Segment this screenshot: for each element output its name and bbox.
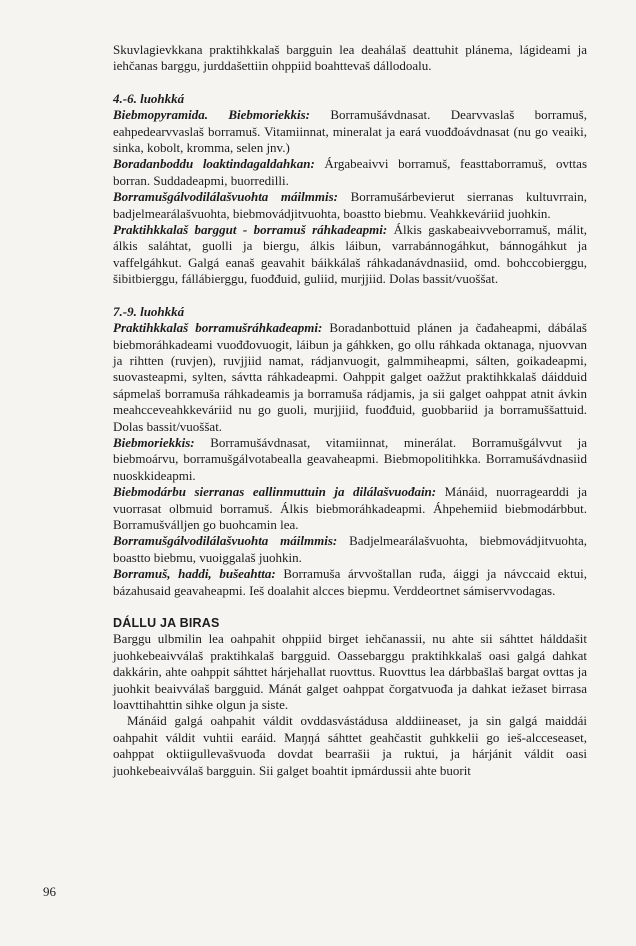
entry-term: Praktihkkalaš borramušráhkadeapmi: [113,320,323,336]
entry-paragraph [113,222,587,288]
entry-paragraph [113,107,587,156]
entry-text: Borramušávdnasat. Dearvvaslaš borramuš, eahpedearvvaslaš borramuš. Vitamiinnat, mineralat ja eará vuođđoávdnasat (nu go veaiki, sinka, kobolt, kromma, selen jnv.) [113,107,587,156]
entry-text: Badjelmearálašvuohta, biebmovádjitvuohta, boastto biebmu, vuoiggalaš juohkin. [113,533,587,565]
entry-text: Borramušávdnasat, vitamiinnat, minerálat. Borramušgálvvut ja biebmoárvu, borramušgálvotabealla geavaheapmi. Biebmopolitihkka. Borramušávdnasiid nuoskkideapmi. [113,434,587,483]
entry-text: Álkis gaskabeaivveborramuš, málit, álkis saláhtat, guolli ja biergu, álkis láibun, varrabánnogáhkut, bánnogáhkut ja vaffelgáhkut. Galgá eanaš geavahit báikkálaš ráhkadanávdnasiid, omd. bohccobierggu, šibitbierggu, fállábierggu, fuođđuid, guliid, murjjiid. Dolas bassit/vuoššat. [113,222,587,287]
entry-paragraph [113,156,587,189]
spacer [113,599,587,615]
entry-term: Borramuš, haddi, bušeahtta: [113,566,276,582]
entry-text: Boradanbottuid plánen ja čađaheapmi, dábálaš biebmoráhkadeami vuođđovuogit, láibun ja gáhkken, go ollu ráhkada oktanaga, njuovvan ja rihtten (ruvjen), ruvjjiid namat, rádjanvuogit, galmmiheapmi, sálten, goikadeapmi, suovasteapmi, sylten, sávtta ráhkadeapmi. Oahppit galget oažžut praktihkkalaš dáidduid sápmelaš borramuša ráhkadeamis ja borramuša rádjamis, ja sii galget oahppat atnit ávkin meahcceveahkkeváriid nu go guoli, murjjiid, fuođđuid, guobbariid ja borramuššattuid. Dolas bassit/vuoššat. [113,320,587,434]
entry-paragraph [113,189,587,222]
entry-term: Praktihkkalaš barggut - borramuš ráhkadeapmi: [113,222,388,238]
page-number: 96 [43,884,56,899]
entry-term: Biebmodárbu sierranas eallinmuttuin ja dilálašvuođain: [113,484,437,500]
entry-paragraph [113,320,587,435]
entry-term: Biebmopyramida. Biebmoriekkis: [113,107,310,123]
spacer [113,75,587,91]
entry-paragraph [113,435,587,484]
entry-term: Boradanboddu loaktindagaldahkan: [113,156,315,172]
entry-text: Borramušárbevierut sierranas kultuvrrain, badjelmearálašvuohta, biebmovádjitvuohta, boastto biebmu. Veahkkeváriid juohkin. [113,189,587,221]
entry-paragraph [113,484,587,533]
entry-paragraph [113,533,587,566]
entry-paragraph [113,566,587,599]
dallu-paragraph-2: Mánáid galgá oahpahit váldit ovddasvástádusa alddiineaset, ja sin galgá maiddái oahpahit váldit vuhtii earáid. Maŋŋá sáhttet geahčastit guhkkelii go ieš-alcceseaset, oahppat oktiigullevašvuođa dovdat bearrašii ja ruktui, ja hárjánit váldit oasi juohkebeaivválaš bargguin. Sii galget boahtit ipmárdussii ahte buorit [113,713,587,778]
spacer [113,288,587,304]
section-heading-dallu: DÁLLU JA BIRAS [113,616,220,630]
entry-text: Borramuša árvvoštallan ruđa, áiggi ja návccaid ektui, bázahusaid geavaheapmi. Ieš doalahit alcces biepmu. Verddeortnet sámiservvodagas. [113,566,588,598]
entry-term: Borramušgálvodilálašvuohta máilmmis: [113,189,338,205]
entry-term: Borramušgálvodilálašvuohta máilmmis: [113,533,338,549]
section-heading-7-9: 7.-9. luohkká [113,303,185,319]
page-text-column [113,42,587,779]
entry-term: Biebmoriekkis: [113,434,195,450]
section-heading-4-6: 4.-6. luohkká [113,90,185,106]
intro-paragraph: Skuvlagievkkana praktihkkalaš bargguin lea deahálaš deattuhit plánema, lágideami ja iehčanas barggu, jurddašettiin ohppiid boahttevaš dállodoalu. [113,42,587,74]
entry-text: Mánáid, nuorragearddi ja vuorrasat olbmuid borramuš. Álkis biebmoráhkadeapmi. Áhpehemiid biebmodárbbut. Borramušválljen go buohcamin lea. [113,484,587,532]
dallu-paragraph-1: Barggu ulbmilin lea oahpahit ohppiid birget iehčanassii, nu ahte sii sáhttet hálddašit juohkebeaivválaš praktihkalaš bargguid. Oassebarggu praktihkkalaš oasi galgá dahkat dakkárin, ahte oahppit sáhttet hárjehallat ruovttus. Ruovttus lea dárbbašlaš bargat ovttas ja juohkit beaivválaš bargguid. Mánát galget oahppat čorgatvuođa ja dahkat iežaset birrasa loavttihahttin sihke olgun ja siste. [113,631,587,713]
entry-text: Árgabeaivvi borramuš, feasttaborramuš, ovttas borran. Suddadeapmi, buorredilli. [113,156,587,188]
